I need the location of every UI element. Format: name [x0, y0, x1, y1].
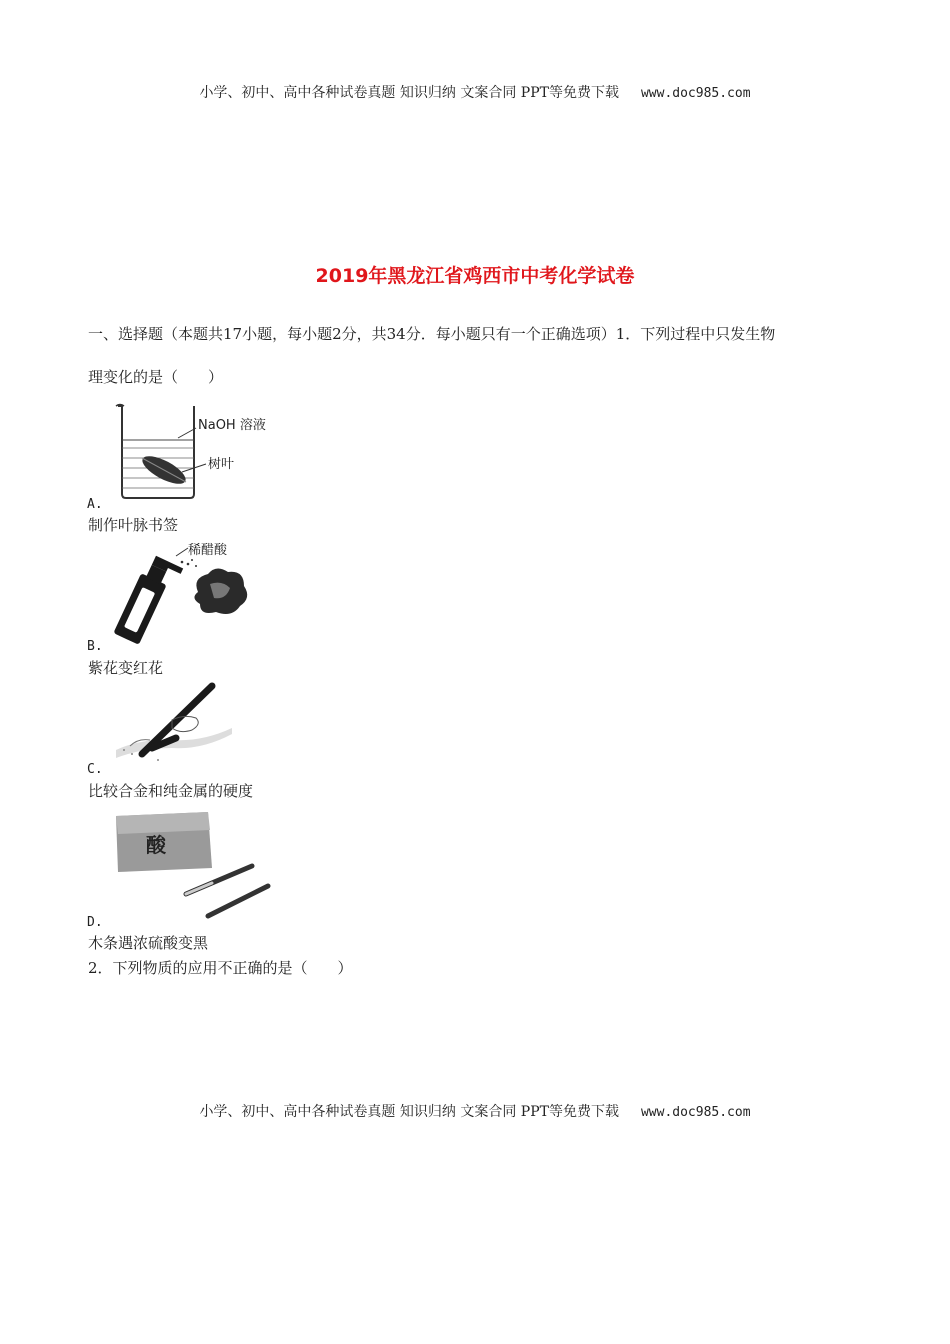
- section-heading-line1: 一、选择题（本题共17小题，每小题2分，共34分．每小题只有一个正确选项）1．下列过程中只发生物: [88, 325, 776, 343]
- figure-d-label-acid: 酸: [146, 833, 166, 857]
- section-heading-line2: 理变化的是（ ）: [88, 368, 224, 386]
- option-c-letter: C.: [87, 762, 103, 777]
- option-a-text: 制作叶脉书签: [88, 516, 179, 534]
- exam-title: 2019年黑龙江省鸡西市中考化学试卷: [315, 265, 635, 287]
- figure-b-label-acid: 稀醋酸: [188, 543, 228, 558]
- page-header: [0, 82, 950, 102]
- footer-text: 小学、初中、高中各种试卷真题 知识归纳 文案合同 PPT等免费下载: [199, 1104, 619, 1120]
- figure-d-charring-sticks: [112, 810, 277, 922]
- figure-b-spray-bottle: [112, 540, 272, 645]
- footer-site-link[interactable]: www.doc985.com: [640, 1105, 751, 1120]
- option-b-text: 紫花变红花: [88, 659, 164, 677]
- figure-a-beaker: [112, 400, 282, 500]
- option-a-letter: A.: [87, 497, 103, 512]
- figure-a-label-naoh: NaOH 溶液: [198, 418, 266, 433]
- option-c-text: 比较合金和纯金属的硬度: [88, 782, 254, 800]
- question-2: 2．下列物质的应用不正确的是（ ）: [88, 959, 353, 977]
- header-text: 小学、初中、高中各种试卷真题 知识归纳 文案合同 PPT等免费下载: [199, 85, 619, 101]
- option-d-letter: D.: [87, 915, 103, 930]
- option-b-letter: B.: [87, 639, 103, 654]
- header-site-link[interactable]: www.doc985.com: [640, 86, 751, 101]
- page-footer: [0, 1101, 950, 1121]
- figure-c-scratch-test: [112, 680, 242, 768]
- figure-a-label-leaf: 树叶: [208, 457, 235, 472]
- option-d-text: 木条遇浓硫酸变黑: [88, 934, 209, 952]
